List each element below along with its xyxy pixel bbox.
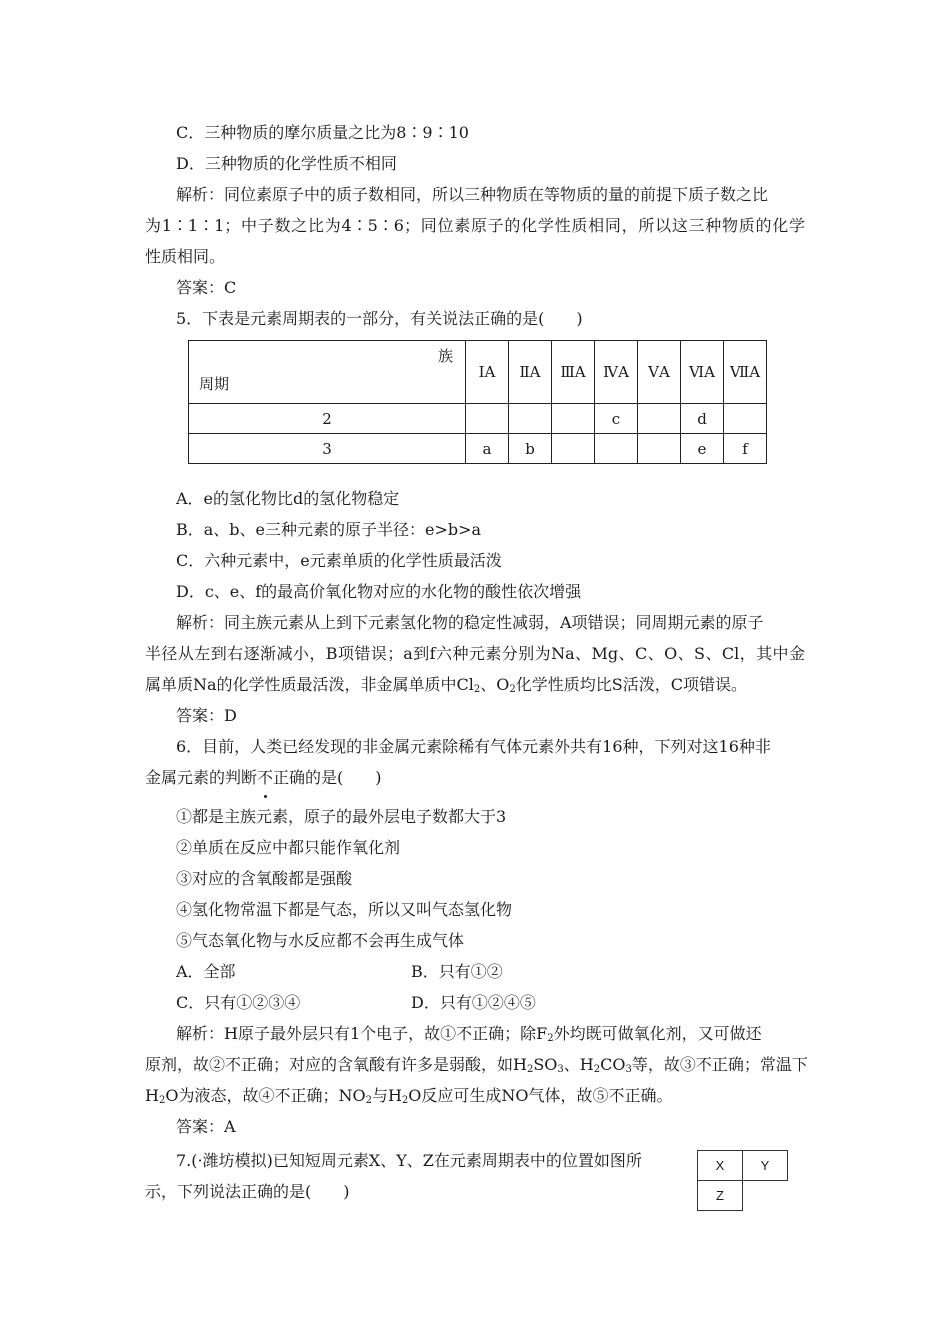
group-header: ⅥA (681, 341, 724, 404)
q6-option-c: C．只有①②③④ (176, 993, 301, 1012)
group-header: ⅠA (466, 341, 509, 404)
q4-analysis-line3: 性质相同。 (145, 247, 226, 266)
header-group-label: 族 (437, 347, 453, 365)
grid-cell-empty (743, 1181, 788, 1211)
element-cell (724, 404, 767, 434)
table-row (189, 434, 767, 464)
q5-analysis-line1: 解析：同主族元素从上到下元素氢化物的稳定性减弱，A项错误；同周期元素的原子 (176, 613, 764, 632)
element-cell: c (595, 404, 638, 434)
group-header: ⅢA (552, 341, 595, 404)
q6-answer: 答案：A (176, 1117, 236, 1136)
header-period-label: 周期 (199, 375, 230, 393)
period-cell: 2 (189, 404, 466, 434)
q6-stem-line1: 6．目前，人类已经发现的非金属元素除稀有气体元素外共有16种，下列对这16种非 (176, 737, 771, 756)
q6-analysis-line2: 原剂，故②不正确；对应的含氧酸有许多是弱酸，如$H_2SO_3$、$H_2CO_3$等，故③不正确；常温下 (145, 1055, 808, 1075)
xyz-position-grid (697, 1150, 788, 1211)
q5-stem: 5．下表是元素周期表的一部分，有关说法正确的是( ) (176, 309, 583, 328)
q5-option-b: B．a、b、e三种元素的原子半径：e>b>a (176, 520, 482, 539)
element-cell (638, 404, 681, 434)
group-header: ⅣA (595, 341, 638, 404)
q4-option-d: D．三种物质的化学性质不相同 (176, 154, 397, 173)
q5-option-d: D．c、e、f的最高价氧化物对应的水化物的酸性依次增强 (176, 582, 582, 601)
element-cell (509, 404, 552, 434)
element-cell: e (681, 434, 724, 464)
q5-option-a: A．e的氢化物比d的氢化物稳定 (176, 489, 400, 508)
group-header: ⅡA (509, 341, 552, 404)
q6-option-d: D．只有①②④⑤ (411, 993, 536, 1012)
q6-analysis-line1: 解析：H原子最外层只有1个电子，故①不正确；除$F_2$外均既可做氧化剂，又可做还 (176, 1024, 762, 1044)
q7-stem-line2: 示，下列说法正确的是( ) (145, 1182, 350, 1201)
table-header-corner (189, 341, 466, 404)
element-cell: b (509, 434, 552, 464)
q6-item-1: ①都是主族元素，原子的最外层电子数都大于3 (176, 807, 507, 826)
element-cell (595, 434, 638, 464)
element-cell (466, 404, 509, 434)
element-cell (552, 434, 595, 464)
element-cell (638, 434, 681, 464)
q4-analysis-line2: 为1∶1∶1；中子数之比为4∶5∶6；同位素原子的化学性质相同，所以这三种物质的化学 (145, 216, 805, 235)
grid-cell-x: X (698, 1151, 743, 1181)
q5-analysis-line2: 半径从左到右逐渐减小，B项错误；a到f六种元素分别为Na、Mg、C、O、S、Cl，其中金 (145, 644, 805, 663)
q5-analysis-line3: 属单质Na的化学性质最活泼，非金属单质中$Cl_2$、$O_2$化学性质均比S活泼，C项错误。 (145, 675, 747, 695)
q6-option-b: B．只有①② (411, 962, 503, 981)
emphasis-dot: 不 (257, 768, 274, 787)
q5-option-c: C．六种元素中，e元素单质的化学性质最活泼 (176, 551, 502, 570)
periodic-table-fragment (188, 340, 767, 464)
element-cell: f (724, 434, 767, 464)
grid-cell-y: Y (743, 1151, 788, 1181)
grid-cell-z: Z (698, 1181, 743, 1211)
q4-analysis-line1: 解析：同位素原子中的质子数相同，所以三种物质在等物质的量的前提下质子数之比 (176, 185, 769, 204)
q6-item-2: ②单质在反应中都只能作氧化剂 (176, 838, 401, 857)
element-cell: d (681, 404, 724, 434)
q4-option-c: C．三种物质的摩尔质量之比为8∶9∶10 (176, 123, 469, 142)
q6-item-3: ③对应的含氧酸都是强酸 (176, 869, 353, 888)
period-cell: 3 (189, 434, 466, 464)
q4-answer: 答案：C (176, 278, 237, 297)
q6-analysis-line3: $H_2O$为液态，故④不正确；$NO_2$与$H_2O$反应可生成NO气体，故⑤不正确。 (145, 1086, 673, 1106)
group-header: ⅤA (638, 341, 681, 404)
q6-item-4: ④氢化物常温下都是气态，所以又叫气态氢化物 (176, 900, 513, 919)
q7-stem-line1: 7.(·潍坊模拟)已知短周元素X、Y、Z在元素周期表中的位置如图所 (176, 1151, 642, 1170)
q6-item-5: ⑤气态氧化物与水反应都不会再生成气体 (176, 931, 465, 950)
q6-option-a: A．全部 (176, 962, 236, 981)
group-header: ⅦA (724, 341, 767, 404)
table-row (189, 404, 767, 434)
q5-answer: 答案：D (176, 706, 237, 725)
element-cell (552, 404, 595, 434)
element-cell: a (466, 434, 509, 464)
q6-stem-line2: 金属元素的判断不正确的是( ) (145, 768, 382, 787)
